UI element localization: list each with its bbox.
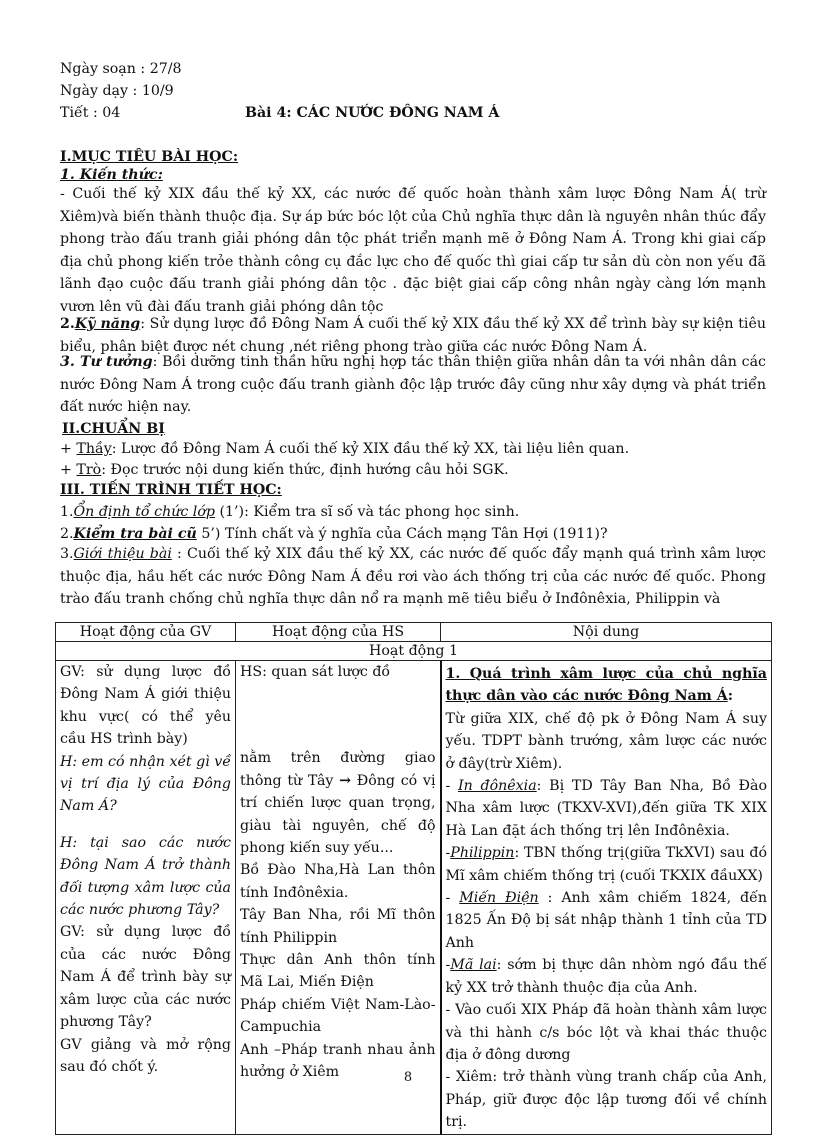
lesson-title: Bài 4: CÁC NƯỚC ĐÔNG NAM Á (245, 105, 500, 121)
date-taught: Ngày dạy : 10/9 (60, 83, 174, 99)
knowledge-label: 1. Kiến thức: (60, 167, 163, 183)
header-gv: Hoạt động của GV (56, 623, 236, 642)
hs-item: Bồ Đào Nha,Hà Lan thôn tính Inđônêxia. (240, 862, 436, 901)
activity-table (55, 622, 772, 1135)
student-text: : Đọc trước nội dung kiến thức, định hướng câu hỏi SGK. (101, 462, 509, 478)
content-indonesia: - In đônêxia: Bị TD Tây Ban Nha, Bồ Đào Nha xâm lược (TKXV-XVI),đến giữa TK XIX Hà Lan đặt ách thống trị lên Inđônêxia. (445, 778, 768, 839)
teacher-text: : Lược đồ Đông Nam Á cuối thế kỷ XIX đầu thế kỷ XX, tài liệu liên quan. (111, 441, 630, 457)
arrow-right-icon: → (339, 772, 352, 789)
period: Tiết : 04 (60, 105, 121, 121)
header-content: Nội dung (441, 623, 772, 642)
gv-item: GV: sử dụng lược đồ Đông Nam Á giới thiệu khu vực( có thể yêu cầu HS trình bày) (60, 664, 231, 748)
content-cell (441, 661, 772, 1135)
section-prep-heading: II.CHUẨN BỊ (62, 421, 165, 437)
page-number: 8 (403, 1070, 413, 1085)
skill-label: Kỹ năng (74, 316, 141, 332)
hs-item: Tây Ban Nha, rồi Mĩ thôn tính Philippin (240, 907, 436, 946)
date-prepared: Ngày soạn : 27/8 (60, 61, 182, 77)
skill-prefix: 2. (60, 316, 75, 332)
org-text: (1’): Kiểm tra sĩ số và tác phong học sinh. (214, 504, 520, 520)
student-label: Trò (76, 462, 102, 478)
gv-item: GV: sử dụng lược đồ của các nước Đông Nam Á để trình bày sự xâm lược của các nước phương Tây? (60, 924, 231, 1031)
check-label: Kiểm tra bài cũ (73, 526, 197, 542)
attitude-paragraph (60, 351, 766, 419)
content-philippines: -Philippin: TBN thống trị(giữa TkXVI) sau đó Mĩ xâm chiếm thống trị (cuối TKXIX đầuXX) (445, 845, 767, 884)
intro-label: Giới thiệu bài (73, 546, 172, 562)
table-row (56, 661, 772, 1135)
content-siam: - Xiêm: trở thành vùng tranh chấp của Anh, Pháp, giữ được độc lập tương đối về chính trị. (445, 1069, 767, 1131)
intro-text: : Cuối thế kỷ XIX đầu thế kỷ XX, các nước đế quốc đẩy mạnh quá trình xâm lược thuộc địa, hầu hết các nước Đông Nam Á đều rơi vào ách thống trị của các nước đế quốc. Phong trào đấu tranh chống chủ nghĩa thực dân nổ ra mạnh mẽ tiêu biểu ở Inđônêxia, Philippin và (60, 546, 766, 607)
check-text: 5’) Tính chất và ý nghĩa của Cách mạng Tân Hợi (1911)? (196, 526, 608, 542)
gv-item: GV giảng và mở rộng sau đó chốt ý. (60, 1036, 231, 1075)
skill-text: : Sử dụng lược đồ Đông Nam Á cuối thế kỷ XIX đầu thế kỷ XX để trình bày sự kiện tiêu biểu, phân biệt được nét chung ,nét riêng phong trào giữa các nước Đông Nam Á. (60, 316, 766, 355)
header-hs: Hoạt động của HS (236, 623, 441, 642)
knowledge-text: - Cuối thế kỷ XIX đầu thế kỷ XX, các nước đế quốc hoàn thành xâm lược Đông Nam Á( trừ Xiêm)và biến thành thuộc địa. Sự áp bức bóc lột của Chủ nghĩa thực dân là nguyên nhân thúc đẩy phong trào đấu tranh giải phóng dân tộc phát triển mạnh mẽ ở Đông Nam Á. Trong khi giai cấp địa chủ phong kiến trỏe thành công cụ đắc lực cho đế quốc thì giai cấp tư sản dù còn non yếu đã lãnh đạo cuộc đấu tranh giải phóng dân tộc . đặc biệt giai cấp công nhân ngày càng lớn mạnh vươn lên vũ đài đấu tranh giải phóng dân tộc (60, 186, 766, 315)
hs-item: Anh –Pháp tranh nhau ảnh hưởng ở Xiêm (240, 1041, 436, 1081)
content-malaya: -Mã lai: sớm bị thực dân nhòm ngó đầu thế kỷ XX trở thành thuộc địa của Anh. (445, 957, 767, 996)
gv-item: H: tại sao các nước Đông Nam Á trở thành đối tượng xâm lược của các nước phương Tây? (60, 834, 231, 919)
hs-item: Pháp chiếm Việt Nam-Lào-Campuchia (240, 996, 436, 1036)
table-header-row (56, 623, 772, 642)
hs-item: HS: quan sát lược đồ (240, 664, 391, 680)
lesson-introduction: 3.Giới thiệu bài : Cuối thế kỷ XIX đầu thế kỷ XX, các nước đế quốc đẩy mạnh quá trình xâm lược thuộc địa, hầu hết các nước Đông Nam Á đều rơi vào ách thống trị của các nước đế quốc. Phong trào đấu tranh chống chủ nghĩa thực dân nổ ra mạnh mẽ tiêu biểu ở Inđônêxia, Philippin và (60, 546, 766, 607)
content-intro: Từ giữa XIX, chế độ pk ở Đông Nam Á suy yếu. TDPT bành trướng, xâm lược các nước ở đây(trừ Xiêm). (445, 710, 767, 772)
org-label: Ổn định tổ chức lớp (73, 504, 215, 520)
content-myanmar: - Miến Điện : Anh xâm chiếm 1824, đến 1825 Ấn Độ bị sát nhập thành 1 tỉnh của TD Anh (445, 890, 768, 951)
hs-item: Thực dân Anh thôn tính Mã Lai, Miến Điện (240, 952, 436, 991)
section-process-heading: III. TIẾN TRÌNH TIẾT HỌC: (60, 482, 282, 498)
class-organization: 1.Ổn định tổ chức lớp (1’): Kiểm tra sĩ số và tác phong học sinh. (60, 504, 520, 520)
student-prep: + Trò: Đọc trước nội dung kiến thức, định hướng câu hỏi SGK. (60, 462, 509, 478)
attitude-text: : Bồi dưỡng tinh thần hữu nghị hợp tác thân thiện giữa nhân dân ta với nhân dân các nước Đông Nam Á trong cuộc đấu tranh giành độc lập trước đây cũng như xây dựng và phát triển đất nước hiện nay. (60, 354, 766, 415)
content-france: - Vào cuối XIX Pháp đã hoàn thành xâm lược và thi hành c/s bóc lột và khai thác thuộc địa ở đông dương (445, 1002, 767, 1063)
hs-cell (236, 661, 441, 1135)
content-title: 1. Quá trình xâm lược của chủ nghĩa thực dân vào các nước Đông Nam Á: (445, 666, 767, 705)
activity-label: Hoạt động 1 (56, 642, 772, 661)
hs-item: nằm trên đường giao thông từ Tây → Đông có vị trí chiến lược quan trọng, giàu tài nguyên, chế độ phong kiến suy yếu... (240, 750, 436, 857)
attitude-label: 3. Tư tưởng (60, 354, 153, 370)
old-lesson-check: 2.Kiểm tra bài cũ 5’) Tính chất và ý nghĩa của Cách mạng Tân Hợi (1911)? (60, 526, 608, 542)
gv-cell (56, 661, 236, 1135)
teacher-prep: + Thầy: Lược đồ Đông Nam Á cuối thế kỷ XIX đầu thế kỷ XX, tài liệu liên quan. (60, 441, 630, 457)
activity-row (56, 642, 772, 661)
gv-item: H: em có nhận xét gì về vị trí địa lý của Đông Nam Á? (60, 753, 231, 815)
section-objectives-heading: I.MỤC TIÊU BÀI HỌC: (60, 149, 239, 165)
teacher-label: Thầy (76, 441, 112, 457)
